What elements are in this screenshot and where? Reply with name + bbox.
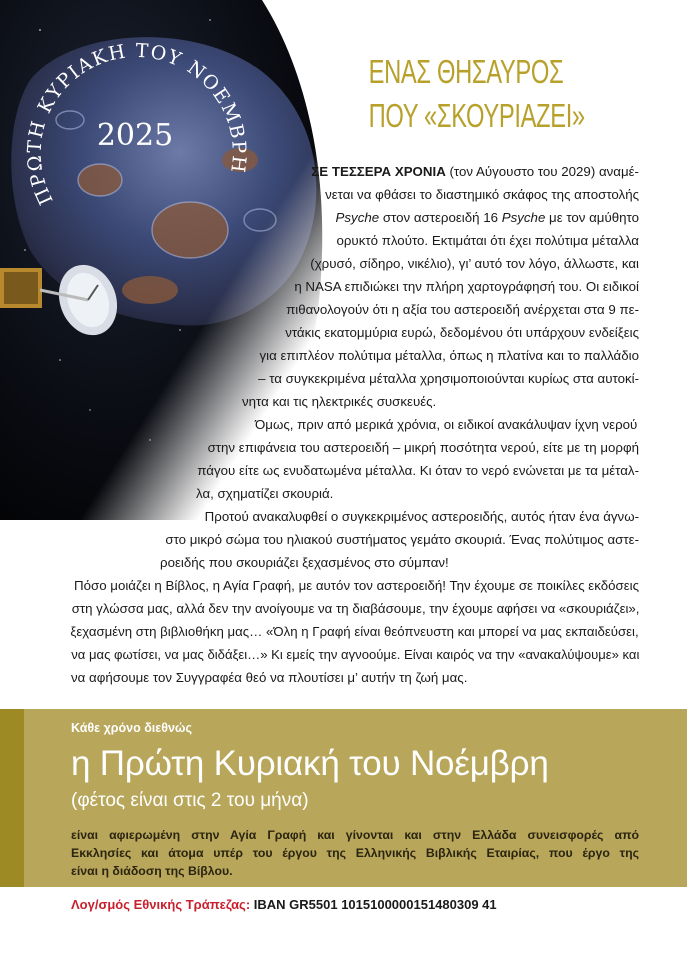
paragraph-line: Όμως, πριν από μερικά χρόνια, οι ειδικοί ανακάλυψαν ίχνη νερού — [255, 417, 638, 432]
paragraph-line: Psyche στον αστεροειδή 16 Psyche με τον αμύθητο — [335, 210, 639, 225]
banner-accent-bar — [0, 709, 24, 887]
paragraph-line: ΣΕ ΤΕΣΣΕΡΑ ΧΡΟΝΙΑ (τον Αύγουστο του 2029) αναμέ- — [311, 164, 639, 179]
banner-kicker: Κάθε χρόνο διεθνώς — [71, 721, 192, 735]
paragraph-line: (χρυσό, σίδηρο, νικέλιο), γι’ αυτό τον λόγο, άλλωστε, και — [310, 256, 639, 271]
banner-text-line: Εκκλησίες και άτομα υπέρ του έργου της Ελληνικής Βιβλικής Εταιρίας, που έργο της — [71, 846, 639, 860]
banner-subheading: (φέτος είναι στις 2 του μήνα) — [71, 790, 309, 811]
paragraph-line: να αφήσουμε τον Συγγραφέα θεό να πλουτίσει μ’ αυτήν τη ζωή μας. — [71, 670, 468, 685]
paragraph-line: ορυκτό πλούτο. Εκτιμάται ότι έχει πολύτιμα μέταλλα — [336, 233, 639, 248]
paragraph-line: ροειδής που σκουριάζει ξεχασμένος στο σύμπαν! — [160, 555, 449, 570]
paragraph-line: νητα και τις ηλεκτρικές συσκευές. — [242, 394, 437, 409]
paragraph-line: – τα συγκεκριμένα μέταλλα χρησιμοποιούνται κυρίως στα αυτοκί- — [258, 371, 639, 386]
banner-text-line: είναι η διάδοση της Βίβλου. — [71, 864, 233, 878]
article-title-line1: ΕΝΑΣ ΘΗΣΑΥΡΟΣ — [368, 53, 564, 90]
paragraph-line: στο μικρό σώμα του ηλιακού συστήματος γεμάτο σκουριά. Ένας πολύτιμος αστε- — [165, 532, 639, 547]
paragraph-line: η NASA επιδιώκει την πλήρη χαρτογράφησή του. Οι ειδικοί — [294, 279, 639, 294]
paragraph-line: πάγου είτε ως ενυδατωμένα μέταλλα. Κι όταν το νερό ενώνεται με τα μέταλ- — [197, 463, 639, 478]
paragraph-line: στη γλώσσα μας, αλλά δεν την ανοίγουμε να τη διαβάσουμε, την έχουμε αφήσει να «σκουριάζει», — [71, 601, 639, 616]
paragraph-line: νεται να φθάσει το διαστημικό σκάφος της αποστολής — [325, 187, 639, 202]
paragraph-line: Πόσο μοιάζει η Βίβλος, η Αγία Γραφή, με αυτόν τον αστεροειδή! Την έχουμε σε ποικίλες εκδόσεις — [73, 578, 639, 593]
lead-text: ΣΕ ΤΕΣΣΕΡΑ ΧΡΟΝΙΑ — [311, 164, 446, 179]
paragraph-line: λα, σχηματίζει σκουριά. — [196, 486, 334, 501]
bank-account-iban: IBAN GR5501 1015100000151480309 41 — [250, 897, 497, 912]
paragraph-line: στην επιφάνεια του αστεροειδή – μικρή ποσότητα νερού, είτε με τη μορφή — [207, 440, 639, 455]
bank-account-label: Λογ/σμός Εθνικής Τράπεζας: — [71, 897, 251, 912]
bank-account — [71, 897, 497, 912]
paragraph-line: να μας φωτίσει, να μας διδάξει…» Κι εμείς την αγνοούμε. Είναι καιρός να την «ανακαλύψουμε» και — [70, 647, 639, 662]
article-title-line2: ΠΟΥ «ΣΚΟΥΡΙΑΖΕΙ» — [368, 97, 585, 134]
banner-text-line: είναι αφιερωμένη στην Αγία Γραφή και γίνονται και στην Ελλάδα συνεισφορές από — [71, 828, 639, 842]
banner-heading: η Πρώτη Κυριακή του Νοέμβρη — [71, 744, 549, 783]
paragraph-line: για επιπλέον πολύτιμα μέταλλα, όπως η πλατίνα και το παλλάδιο — [259, 348, 639, 363]
paragraph-line: Προτού ανακαλυφθεί ο συγκεκριμένος αστεροειδής, αυτός ήταν ένα άγνω- — [204, 509, 639, 524]
paragraph-line: ξεχασμένη στη βιβλιοθήκη μας… «Όλη η Γραφή είναι θεόπνευστη και μπορεί να μας εκπαιδεύσει, — [70, 624, 639, 639]
paragraph-line: πιθανολογούν ότι η αξία του αστεροειδή ανέρχεται στα 9 πε- — [286, 302, 639, 317]
paragraph-line: ντάκις εκατομμύρια ευρώ, δεδομένου ότι υπάρχουν ενδείξεις — [285, 325, 639, 340]
